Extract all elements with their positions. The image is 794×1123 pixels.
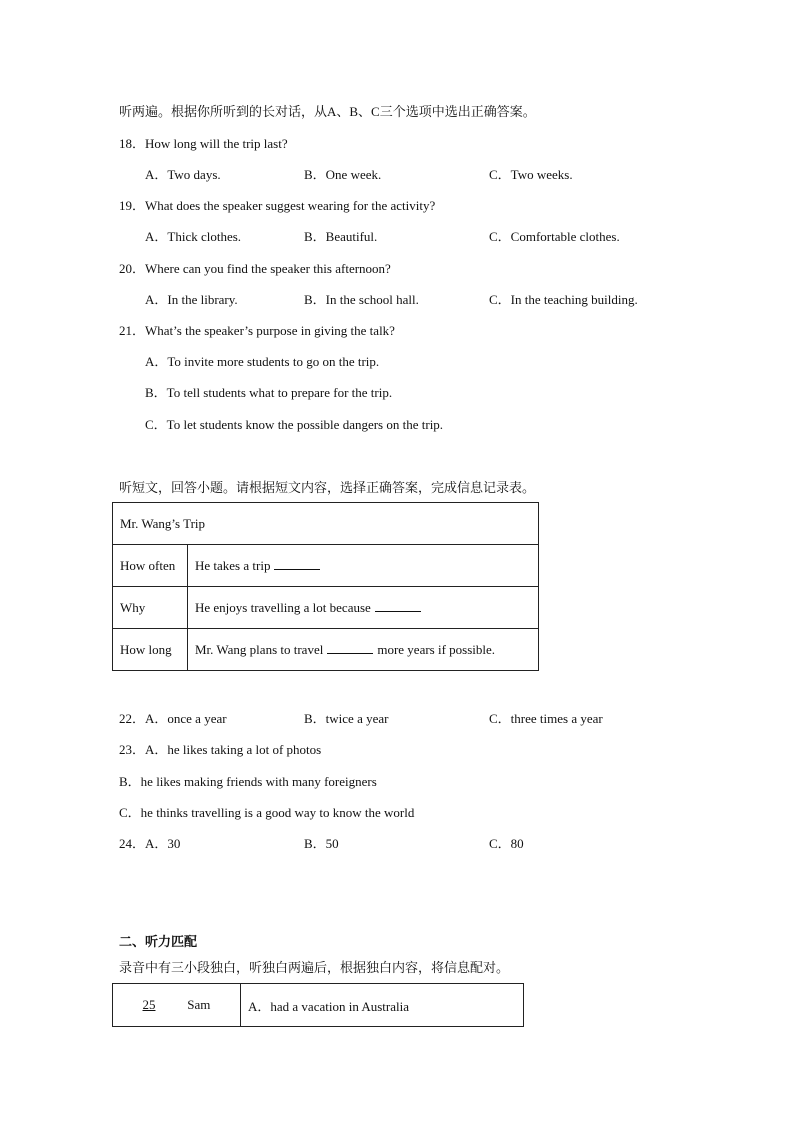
table-row [113, 545, 539, 587]
question-24-option-a: 24．A．30 [119, 836, 181, 851]
question-24-option-c: C．80 [489, 836, 524, 851]
row-text-after: more years if possible. [377, 641, 496, 657]
row-content [188, 587, 539, 629]
table-row [113, 587, 539, 629]
row-content [188, 545, 539, 587]
info-record-table [112, 502, 539, 671]
question-20-stem: 20．Where can you find the speaker this afternoon? [119, 261, 391, 276]
question-18-option-a: A．Two days. [145, 167, 221, 182]
question-19-stem: 19．What does the speaker suggest wearing for the activity? [119, 198, 436, 213]
instruction-part2: 听短文，回答小题。请根据短文内容，选择正确答案，完成信息记录表。 [119, 480, 536, 495]
table-title: Mr. Wang’s Trip [113, 503, 539, 545]
row-text: He takes a trip [195, 557, 271, 573]
answer-number-25: 25 [142, 997, 156, 1012]
question-22-option-c: C．three times a year [489, 711, 603, 726]
table-row [113, 984, 524, 1027]
person-name: Sam [187, 997, 211, 1012]
question-19-option-c: C．Comfortable clothes. [489, 229, 620, 244]
question-22-option-b: B．twice a year [304, 711, 389, 726]
question-23-option-a: 23．A．he likes taking a lot of photos [119, 742, 322, 757]
question-24-option-b: B．50 [304, 836, 339, 851]
question-19-option-b: B．Beautiful. [304, 229, 378, 244]
question-20-option-a: A．In the library. [145, 292, 238, 307]
question-20-option-b: B．In the school hall. [304, 292, 419, 307]
question-21-option-c: C．To let students know the possible dangers on the trip. [145, 417, 444, 432]
question-23-option-b: B．he likes making friends with many foreigners [119, 774, 377, 789]
question-18-stem: 18．How long will the trip last? [119, 136, 288, 151]
instruction-part3: 录音中有三小段独白，听独白两遍后，根据独白内容，将信息配对。 [119, 960, 510, 975]
match-option-cell: A．had a vacation in Australia [241, 984, 524, 1027]
question-21-option-a: A．To invite more students to go on the trip. [145, 354, 380, 369]
question-21-option-b: B．To tell students what to prepare for the trip. [145, 385, 393, 400]
row-label-how-long: How long [113, 629, 188, 671]
row-text: Mr. Wang plans to travel [195, 641, 324, 657]
row-text: He enjoys travelling a lot because [195, 599, 371, 615]
question-22-option-a: 22．A．once a year [119, 711, 227, 726]
question-18-option-b: B．One week. [304, 167, 382, 182]
table-row [113, 629, 539, 671]
section-title-listening-matching: 二、听力匹配 [119, 934, 198, 949]
row-label-how-often: How often [113, 545, 188, 587]
question-19-option-a: A．Thick clothes. [145, 229, 242, 244]
question-21-stem: 21．What’s the speaker’s purpose in giving the talk? [119, 323, 395, 338]
answer-blank [327, 643, 373, 654]
question-23-option-c: C．he thinks travelling is a good way to know the world [119, 805, 415, 820]
match-left-cell [113, 984, 241, 1027]
answer-blank [274, 559, 320, 570]
row-label-why: Why [113, 587, 188, 629]
row-content [188, 629, 539, 671]
matching-table [112, 983, 524, 1027]
instruction-part1: 听两遍。根据你所听到的长对话，从A、B、C三个选项中选出正确答案。 [119, 104, 536, 119]
question-20-option-c: C．In the teaching building. [489, 292, 638, 307]
question-18-option-c: C．Two weeks. [489, 167, 573, 182]
answer-blank [375, 601, 421, 612]
